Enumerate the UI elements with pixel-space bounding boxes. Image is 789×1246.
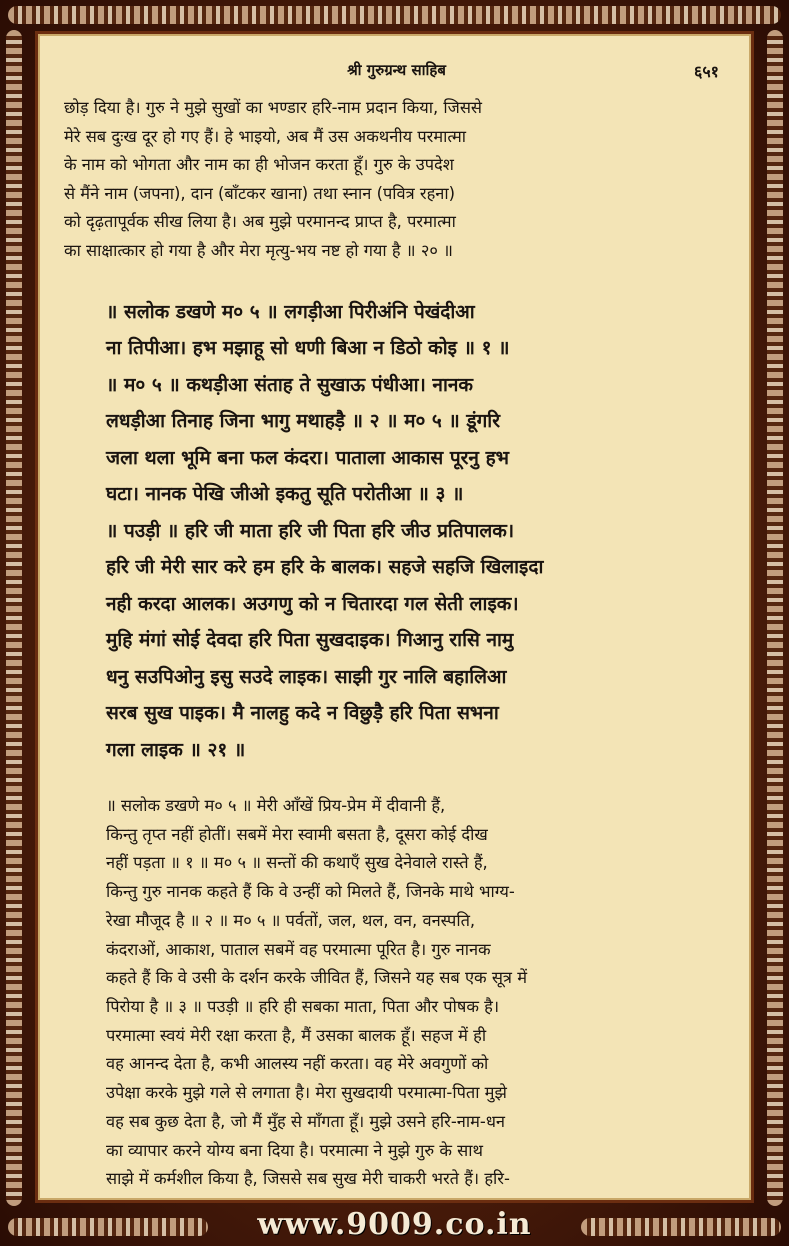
text-line: मेरे सब दुःख दूर हो गए हैं। हे भाइयो, अब मैं उस अकथनीय परमात्मा [64, 126, 467, 146]
page-title: श्री गुरुग्रन्थ साहिब [347, 61, 446, 79]
text-line: परमात्मा स्वयं मेरी रक्षा करता है, मैं उसका बालक हूँ। सहज में ही [106, 1025, 487, 1045]
gurbani-verse-block [64, 294, 729, 769]
verse-line: नही करदा आलक। अउगणु को न चितारदा गल सेती लाइक। [106, 592, 519, 615]
text-line: कंदराओं, आकाश, पाताल सबमें वह परमात्मा पूरित है। गुरु नानक [106, 939, 491, 959]
website-url[interactable]: www.9009.co.in [257, 1207, 532, 1242]
frame-border-left [6, 30, 22, 1206]
verse-line: ॥ पउड़ी ॥ हरि जी माता हरि जी पिता हरि जीउ प्रतिपालक। [106, 519, 515, 542]
translation-paragraph-continued [64, 94, 729, 266]
text-line: किन्तु तृप्त नहीं होतीं। सबमें मेरा स्वामी बसता है, दूसरा कोई दीख [106, 824, 488, 844]
verse-line: गला लाइक ॥ २१ ॥ [106, 738, 246, 761]
frame-border-right [767, 30, 783, 1206]
verse-line: लधड़ीआ तिनाह जिना भागु मथाहड़ै ॥ २ ॥ म० ५ ॥ डूंगरि [106, 410, 500, 433]
text-line: उपेक्षा करके मुझे गले से लगाता है। मेरा सुखदायी परमात्मा-पिता मुझे [106, 1083, 507, 1103]
page-header [64, 60, 729, 88]
text-line: का साक्षात्कार हो गया है और मेरा मृत्यु-भय नष्ट हो गया है ॥ २० ॥ [64, 240, 453, 260]
scripture-page [38, 34, 751, 1200]
verse-line: घटा। नानक पेखि जीओ इकतु सूति परोतीआ ॥ ३ ॥ [106, 483, 464, 506]
text-line: से मैंने नाम (जपना), दान (बाँटकर खाना) तथा स्नान (पवित्र रहना) [64, 183, 456, 203]
text-line: को दृढ़तापूर्वक सीख लिया है। अब मुझे परमानन्द प्राप्त है, परमात्मा [64, 212, 456, 232]
text-line: किन्तु गुरु नानक कहते हैं कि वे उन्हीं को मिलते हैं, जिनके माथे भाग्य- [106, 882, 515, 902]
verse-line: धनु सउपिओनु इसु सउदे लाइक। साझी गुर नालि बहालिआ [106, 665, 507, 688]
text-line: कहते हैं कि वे उसी के दर्शन करके जीवित हैं, जिसने यह सब एक सूत्र में [106, 968, 527, 988]
verse-line: मुहि मंगां सोई देवदा हरि पिता सुखदाइक। गिआनु रासि नामु [106, 629, 514, 652]
text-line: के नाम को भोगता और नाम का ही भोजन करता हूँ। गुरु के उपदेश [64, 155, 454, 175]
verse-line: ना तिपीआ। हभ मझाहू सो धणी बिआ न डिठो कोइ ॥ १ ॥ [106, 337, 510, 360]
text-line: छोड़ दिया है। गुरु ने मुझे सुखों का भण्डार हरि-नाम प्रदान किया, जिससे [64, 98, 482, 117]
text-line: रेखा मौजूद है ॥ २ ॥ म० ५ ॥ पर्वतों, जल, थल, वन, वनस्पति, [106, 910, 476, 930]
text-line: वह सब कुछ देता है, जो मैं मुँह से माँगता हूँ। मुझे उसने हरि-नाम-धन [106, 1111, 505, 1131]
page-number: ६५१ [694, 62, 719, 81]
text-line: साझे में कर्मशील किया है, जिससे सब सुख मेरी चाकरी भरते हैं। हरि- [106, 1169, 510, 1189]
verse-line: हरि जी मेरी सार करे हम हरि के बालक। सहजे सहजि खिलाइदा [106, 556, 544, 579]
translation-paragraph [64, 792, 729, 1194]
text-line: ॥ सलोक डखणे म० ५ ॥ मेरी आँखें प्रिय-प्रेम में दीवानी हैं, [106, 796, 446, 816]
frame-border-top [8, 6, 781, 24]
verse-line: सरब सुख पाइक। मै नालहु कदे न विछुड़ै हरि पिता सभना [106, 702, 499, 725]
text-line: का व्यापार करने योग्य बना दिया है। परमात्मा ने मुझे गुरु के साथ [106, 1140, 483, 1160]
text-line: पिरोया है ॥ ३ ॥ पउड़ी ॥ हरि ही सबका माता, पिता और पोषक है। [106, 996, 500, 1016]
text-line: नहीं पड़ता ॥ १ ॥ म० ५ ॥ सन्तों की कथाएँ सुख देनेवाले रास्ते हैं, [106, 853, 488, 873]
verse-line: जला थला भूमि बना फल कंदरा। पाताला आकास पूरनु हभ [106, 446, 510, 469]
text-line: वह आनन्द देता है, कभी आलस्य नहीं करता। वह मेरे अवगुणों को [106, 1054, 489, 1074]
verse-line: ॥ सलोक डखणे म० ५ ॥ लगड़ीआ पिरीअंनि पेखंदीआ [106, 300, 475, 323]
verse-line: ॥ म० ५ ॥ कथड़ीआ संताह ते सुखाऊ पंधीआ। नानक [106, 373, 474, 396]
